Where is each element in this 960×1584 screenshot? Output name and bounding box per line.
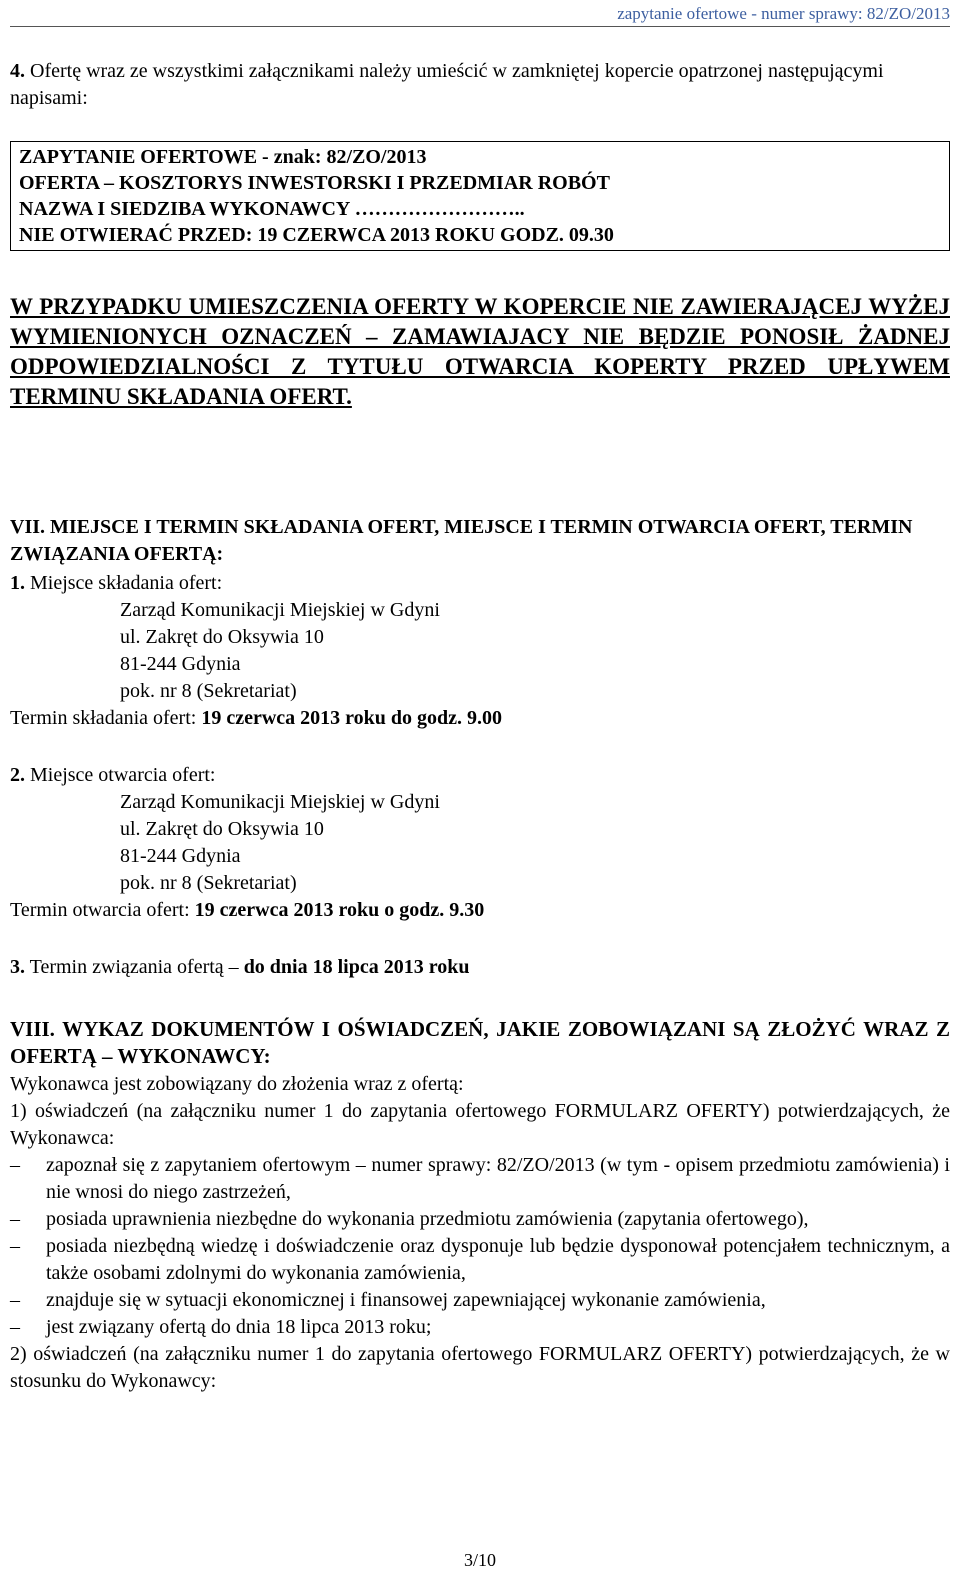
warning-notice: W PRZYPADKU UMIESZCZENIA OFERTY W KOPERCIE NIE ZAWIERAJĄCEJ WYŻEJ WYMIENIONYCH OZNACZEŃ – ZAMAWIAJACY NIE BĘDZIE PONOSIŁ ŻADNEJ ODPOWIEDZIALNOŚCI Z TYTUŁU OTWARCIA KOPERTY PRZED UPŁYWEM TERMINU SKŁADANIA OFERT. xyxy=(10,294,950,409)
paragraph-number: 4. xyxy=(10,60,25,82)
item-label: Miejsce składania ofert: xyxy=(30,572,223,594)
section-8-title: VIII. WYKAZ DOKUMENTÓW I OŚWIADCZEŃ, JAKIE ZOBOWIĄZANI SĄ ZŁOŻYĆ WRAZ Z OFERTĄ – WYKONAWCY: xyxy=(10,1017,950,1068)
page-header: zapytanie ofertowe - numer sprawy: 82/ZO/2013 xyxy=(10,4,950,27)
term-label: Termin otwarcia ofert: xyxy=(10,899,190,921)
address-line: ul. Zakręt do Oksywia 10 xyxy=(120,818,324,840)
item-label: Miejsce otwarcia ofert: xyxy=(30,764,216,786)
paragraph-4 xyxy=(10,58,950,112)
item-number: 3. xyxy=(10,956,25,978)
section-7-item-3 xyxy=(10,954,950,981)
envelope-line-4: NIE OTWIERAĆ PRZED: 19 CZERWCA 2013 ROKU GODZ. 09.30 xyxy=(19,224,614,246)
dash-item: – posiada uprawnienia niezbędne do wykonania przedmiotu zamówienia (zapytania ofertowego), xyxy=(10,1206,950,1233)
list-item-2: 2) oświadczeń (na załączniku numer 1 do zapytania ofertowego FORMULARZ OFERTY) potwierdzających, że w stosunku do Wykonawcy: xyxy=(10,1343,950,1392)
dash-item: – jest związany ofertą do dnia 18 lipca 2013 roku; xyxy=(10,1314,950,1341)
section-8-body xyxy=(10,1071,950,1395)
envelope-line-2: OFERTA – KOSZTORYS INWESTORSKI I PRZEDMIAR ROBÓT xyxy=(19,172,610,194)
envelope-line-3: NAZWA I SIEDZIBA WYKONAWCY …………………….. xyxy=(19,198,525,220)
section-7-title: VII. MIEJSCE I TERMIN SKŁADANIA OFERT, MIEJSCE I TERMIN OTWARCIA OFERT, TERMIN ZWIĄZANIA OFERTĄ: xyxy=(10,516,913,565)
dash-item: – posiada niezbędną wiedzę i doświadczenie oraz dysponuje lub będzie dysponował potencjałem technicznym, a także osobami zdolnymi do wykonania zamówienia, xyxy=(10,1233,950,1287)
address-line: Zarząd Komunikacji Miejskiej w Gdyni xyxy=(120,599,440,621)
term-value: 19 czerwca 2013 roku o godz. 9.30 xyxy=(194,899,485,921)
address-line: 81-244 Gdynia xyxy=(120,653,241,675)
envelope-line-1: ZAPYTANIE OFERTOWE - znak: 82/ZO/2013 xyxy=(19,146,427,168)
item-value: do dnia 18 lipca 2013 roku xyxy=(243,956,470,978)
term-label: Termin składania ofert: xyxy=(10,707,197,729)
envelope-label-box xyxy=(10,141,950,251)
address-line: ul. Zakręt do Oksywia 10 xyxy=(120,626,324,648)
address-line: pok. nr 8 (Sekretariat) xyxy=(120,680,297,702)
section-7-item-1 xyxy=(10,570,950,732)
dash-item: – zapoznał się z zapytaniem ofertowym – numer sprawy: 82/ZO/2013 (w tym - opisem przedmiotu zamówienia) i nie wnosi do niego zastrzeżeń, xyxy=(10,1152,950,1206)
section-7-item-2 xyxy=(10,762,950,924)
address-line: 81-244 Gdynia xyxy=(120,845,241,867)
address-line: Zarząd Komunikacji Miejskiej w Gdyni xyxy=(120,791,440,813)
item-number: 2. xyxy=(10,764,25,786)
item-label: Termin związania ofertą – xyxy=(29,956,239,978)
dash-item: – znajduje się w sytuacji ekonomicznej i finansowej zapewniającej wykonanie zamówienia, xyxy=(10,1287,950,1314)
address-line: pok. nr 8 (Sekretariat) xyxy=(120,872,297,894)
item-number: 1. xyxy=(10,572,25,594)
list-item-1: 1) oświadczeń (na załączniku numer 1 do zapytania ofertowego FORMULARZ OFERTY) potwierdzających, że Wykonawca: xyxy=(10,1100,950,1149)
page-number: 3/10 xyxy=(463,1550,496,1570)
term-value: 19 czerwca 2013 roku do godz. 9.00 xyxy=(201,707,503,729)
paragraph-text: Ofertę wraz ze wszystkimi załącznikami należy umieścić w zamkniętej kopercie opatrzonej następującymi napisami: xyxy=(10,60,884,109)
section-8-intro: Wykonawca jest zobowiązany do złożenia wraz z ofertą: xyxy=(10,1073,464,1095)
